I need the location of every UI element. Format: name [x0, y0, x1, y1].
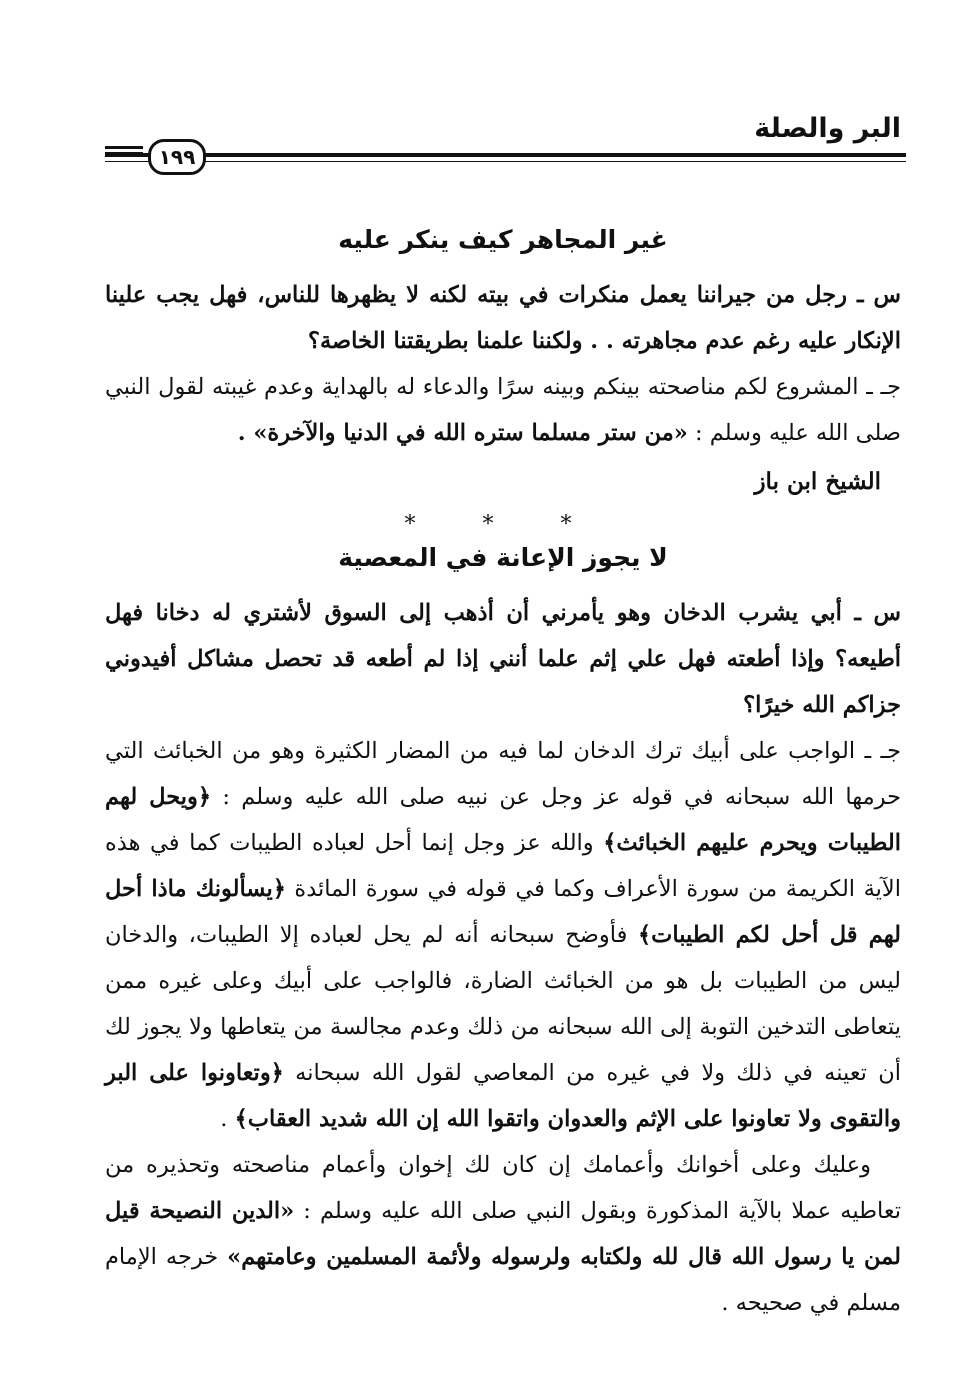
header-rule-thin	[105, 161, 906, 162]
hadith-quote-1: «من ستر مسلما ستره الله في الدنيا والآخرة» .	[237, 420, 688, 446]
page-content	[105, 225, 901, 1326]
header-rule-thick	[105, 153, 906, 157]
answer-2-part-2: والله عز وجل إنما أحل لعباده الطيبات كما في هذه الآية الكريمة من سورة الأعراف وكما في قوله في سورة المائدة	[105, 830, 901, 902]
answer-2-cont-part-2: خرجه الإمام مسلم في صحيحه .	[105, 1244, 901, 1316]
answer-1	[105, 364, 901, 456]
answer-2-part-3: فأوضح سبحانه أنه لم يحل لعباده إلا الطيبات، والدخان ليس من الطيبات بل هو من الخبائث الضارة، فالواجب على أبيك وعلى غيره ممن يتعاطى التدخين التوبة إلى الله سبحانه من ذلك وعدم مجالسة من يتعاطها ولا يجوز لك أن تعينه في ذلك ولا في غيره من المعاصي لقول الله سبحانه	[105, 922, 901, 1086]
question-1: س ـ رجل من جيراننا يعمل منكرات في بيته لكنه لا يظهرها للناس، فهل يجب علينا الإنكار عليه رغم عدم مجاهرته . . ولكننا علمنا بطريقتنا الخاصة؟	[105, 282, 901, 354]
signature: الشيخ ابن باز	[754, 468, 881, 495]
answer-2-part-1: جـ ـ الواجب على أبيك ترك الدخان لما فيه من المضار الكثيرة وهو من الخبائث التي حرمها الله سبحانه في قوله عز وجل عن نبيه صلى الله عليه وسلم :	[105, 738, 901, 810]
answer-2-cont-part-1: وعليك وعلى أخوانك وأعمامك إن كان لك إخوان وأعمام مناصحته وتحذيره من تعاطيه عملا بالآية المذكورة وبقول النبي صلى الله عليه وسلم :	[105, 1152, 902, 1224]
section-separator: * * *	[404, 512, 602, 537]
answer-2-part-4: .	[220, 1106, 235, 1132]
hadith-quote-2: «الدين النصيحة قيل لمن يا رسول الله قال لله ولكتابه ولرسوله ولأئمة المسلمين وعامتهم»	[105, 1198, 901, 1270]
quran-quote-1: ﴿ويحل لهم الطيبات ويحرم عليهم الخبائث﴾	[105, 784, 901, 856]
page-number: ١٩٩	[148, 139, 206, 175]
question-2: س ـ أبي يشرب الدخان وهو يأمرني أن أذهب إلى السوق لأشتري له دخانا فهل أطيعه؟ وإذا أطعته فهل علي إثم علما أنني إذا لم أطعه قد تحصل مشاكل أفيدوني جزاكم الله خيرًا؟	[105, 600, 901, 718]
answer-2-continued	[105, 1142, 901, 1326]
answer-1-text: جـ ـ المشروع لكم مناصحته بينكم وبينه سرًا والدعاء له بالهداية وعدم غيبته لقول النبي صلى الله عليه وسلم :	[105, 374, 901, 446]
answer-2	[105, 728, 901, 1142]
header-rule-end	[105, 146, 143, 160]
quran-quote-2: ﴿يسألونك ماذا أحل لهم قل أحل لكم الطيبات﴾	[105, 876, 902, 948]
quran-quote-3: ﴿وتعاونوا على البر والتقوى ولا تعاونوا على الإثم والعدوان واتقوا الله إن الله شديد العقاب﴾	[105, 1060, 901, 1132]
section-heading-1: غير المجاهر كيف ينكر عليه	[338, 225, 668, 254]
section-heading-2: لا يجوز الإعانة في المعصية	[338, 543, 668, 572]
running-title: البر والصلة	[754, 113, 901, 144]
